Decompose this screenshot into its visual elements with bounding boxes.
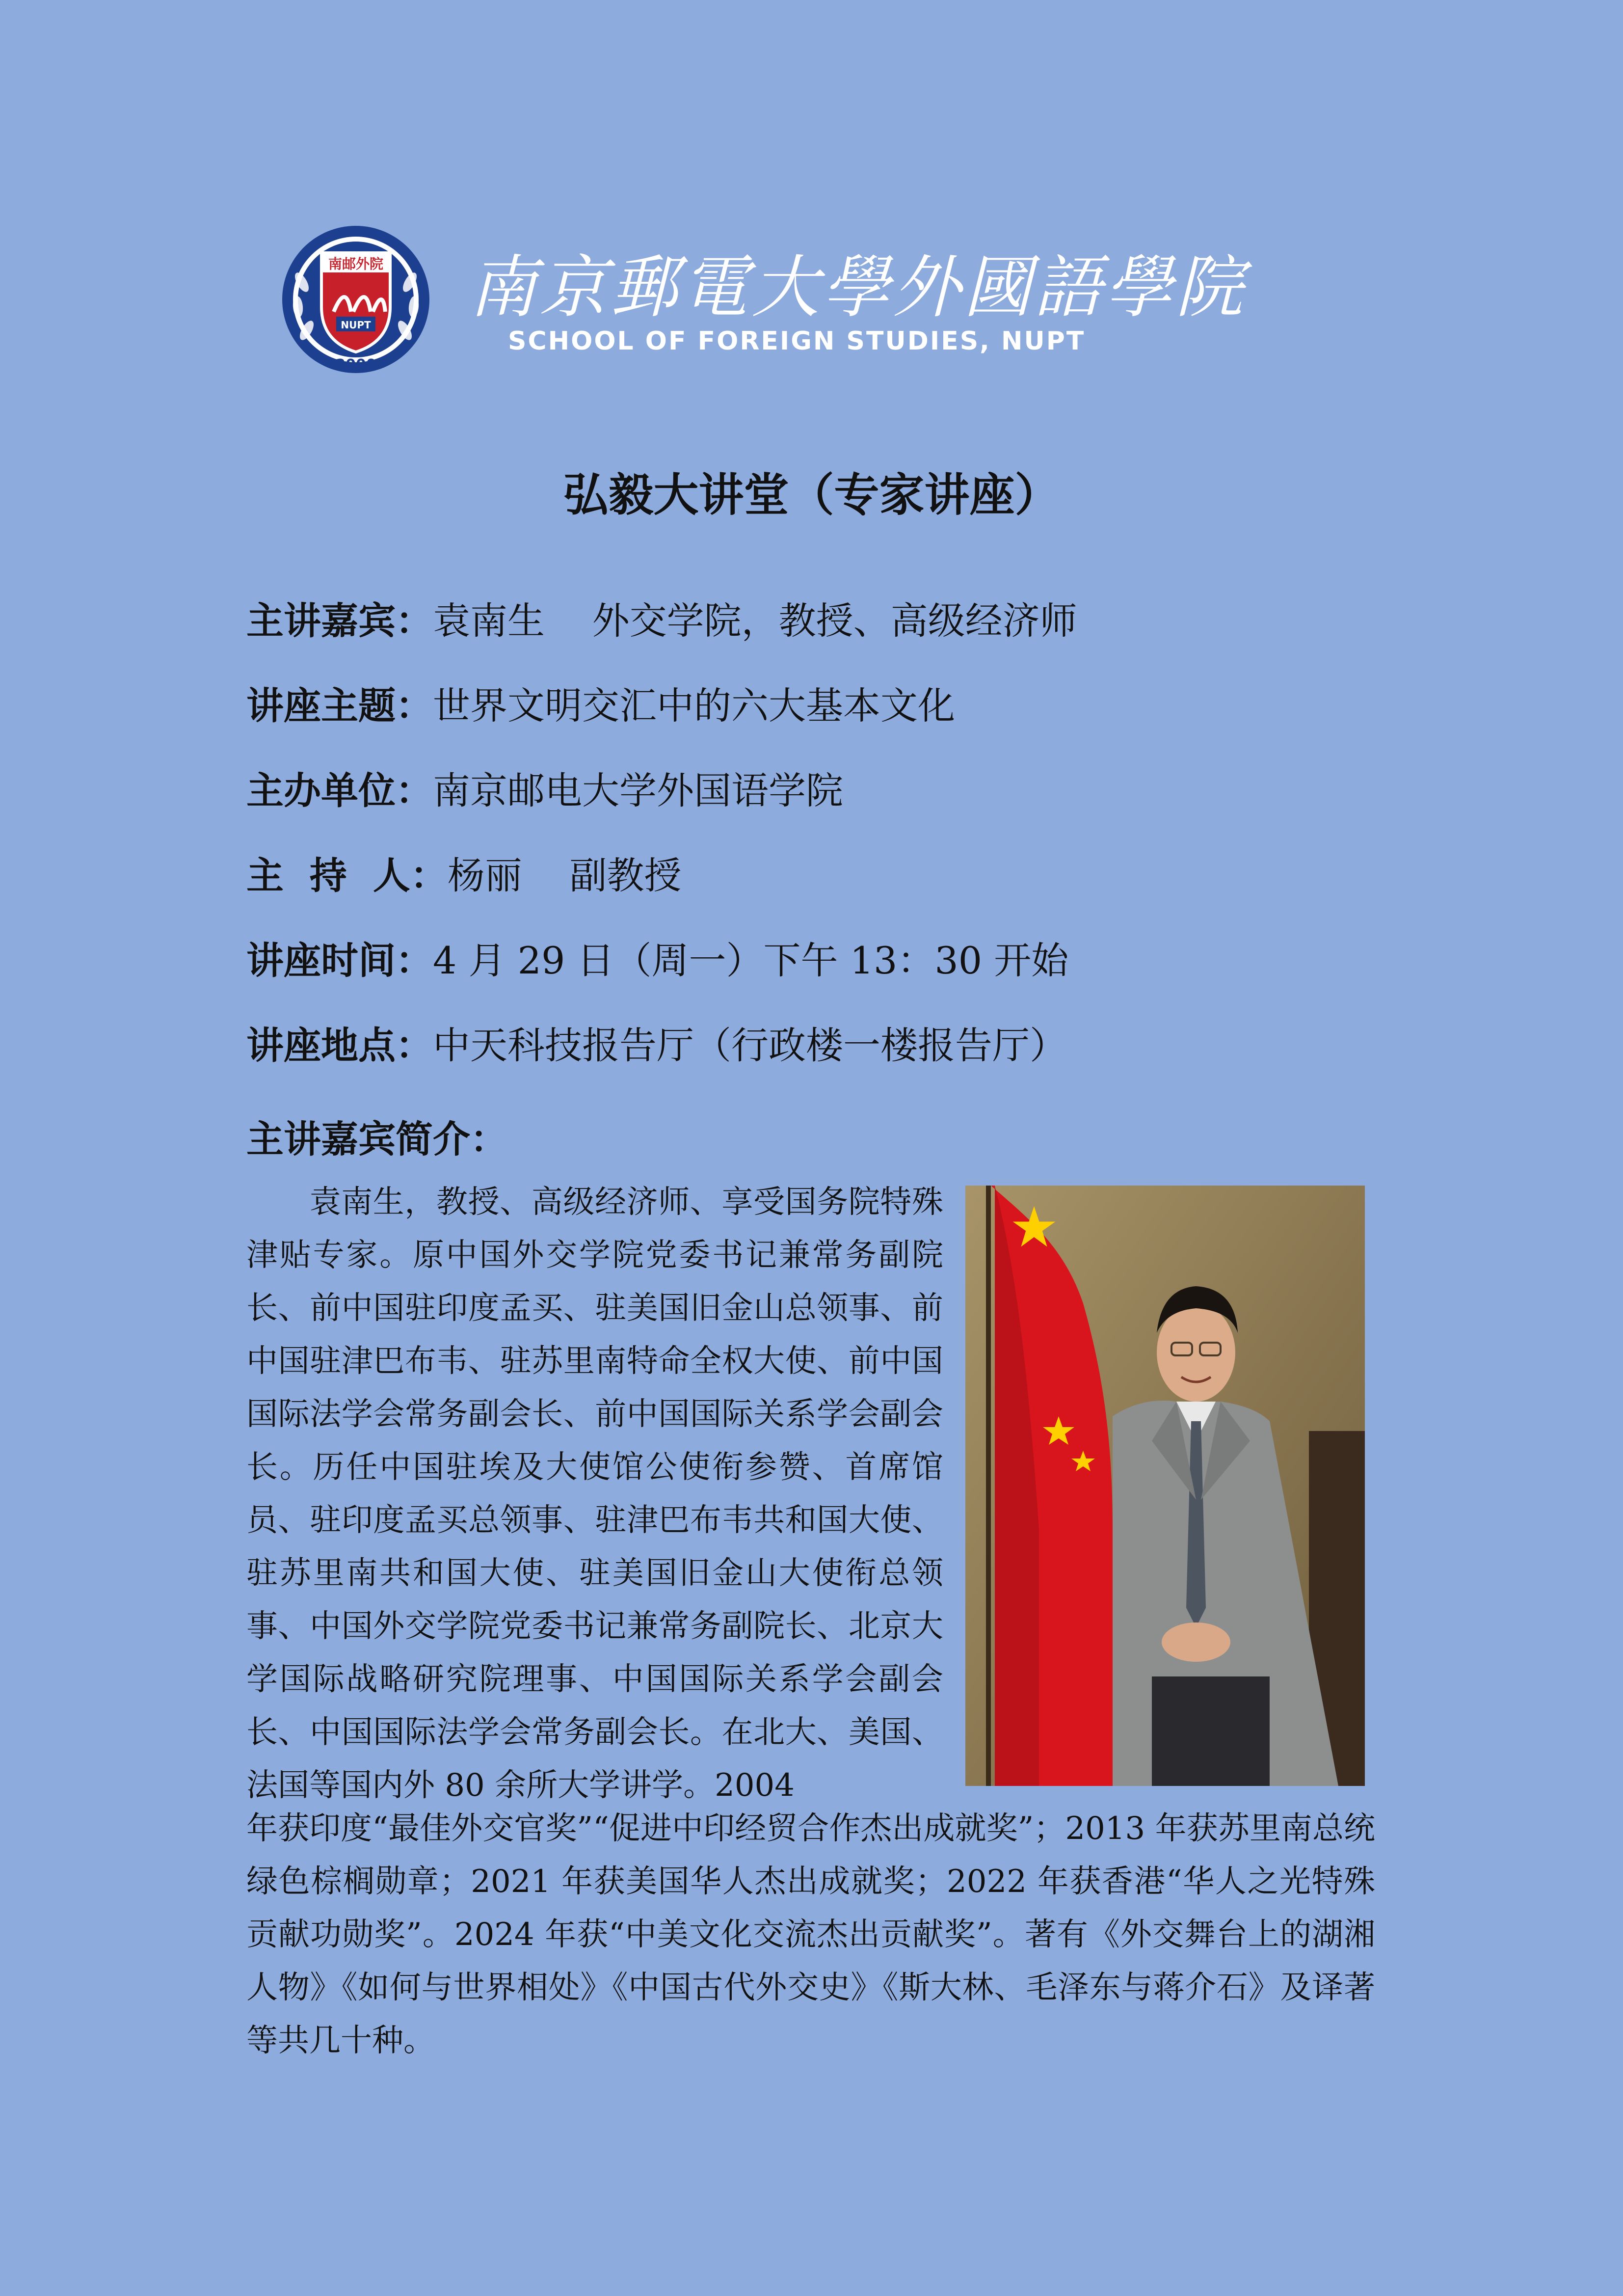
venue-value: 中天科技报告厅（行政楼一楼报告厅） xyxy=(433,1024,1067,1067)
organizer-row xyxy=(246,764,1375,849)
host-value: 杨丽 副教授 xyxy=(447,854,682,897)
host-label: 主 持 人： xyxy=(246,854,448,897)
speaker-value: 袁南生 外交学院，教授、高级经济师 xyxy=(433,599,1077,643)
bio-paragraph-bottom: 年获印度“最佳外交官奖”“促进中印经贸合作杰出成就奖”；2013 年获苏里南总统绿色棕榈勋章；2021 年获美国华人杰出成就奖；2022 年获香港“华人之光特殊贡献功勋奖”。2024 年获“中美文化交流杰出贡献奖”。著有《外交舞台上的湖湘人物》《如何与世界相处》《中国古代外交史》《斯大林、毛泽东与蒋介石》及译著等共几十种。 xyxy=(246,1810,1375,2059)
host-row xyxy=(246,849,1375,934)
emblem-top-text: 南邮外院 xyxy=(328,256,384,272)
topic-row xyxy=(246,679,1375,764)
school-name-english: SCHOOL OF FOREIGN STUDIES, NUPT xyxy=(508,326,1086,356)
school-emblem-icon xyxy=(272,223,439,376)
organizer-value: 南京邮电大学外国语学院 xyxy=(433,769,843,812)
topic-label: 讲座主题： xyxy=(246,684,433,728)
speaker-label: 主讲嘉宾： xyxy=(246,599,433,643)
bio-text-beside-photo: 袁南生，教授、高级经济师、享受国务院特殊津贴专家。原中国外交学院党委书记兼常务副院长、前中国驻印度孟买、驻美国旧金山总领事、前中国驻津巴布韦、驻苏里南特命全权大使、前中国国际法学会常务副会长、前中国国际关系学会副会长。历任中国驻埃及大使馆公使衔参赞、首席馆员、驻印度孟买总领事、驻津巴布韦共和国大使、驻苏里南共和国大使、驻美国旧金山大使衔总领事、中国外交学院党委书记兼常务副院长、北京大学国际战略研究院理事、中国国际关系学会副会长、中国国际法学会常务副会长。在北大、美国、法国等国内外 80 余所大学讲学。2004 xyxy=(246,1184,943,1804)
lecture-info xyxy=(246,594,1375,1104)
speaker-row xyxy=(246,594,1375,679)
time-value: 4 月 29 日（周一）下午 13：30 开始 xyxy=(433,939,1069,982)
bio-heading: 主讲嘉宾简介： xyxy=(246,1117,507,1161)
speaker-photo xyxy=(965,1186,1365,1786)
time-label: 讲座时间： xyxy=(246,939,433,982)
topic-value: 世界文明交汇中的六大基本文化 xyxy=(433,684,955,728)
bio-paragraph-top xyxy=(246,1176,943,1812)
time-row xyxy=(246,934,1375,1019)
header xyxy=(272,223,1247,380)
venue-row xyxy=(246,1019,1375,1104)
school-name-chinese: 南京郵電大學外國語學院 xyxy=(469,248,1247,327)
emblem-year: 2000 xyxy=(335,356,376,374)
speaker-photo-illustration xyxy=(965,1186,1365,1786)
venue-label: 讲座地点： xyxy=(246,1024,433,1067)
emblem-badge-text: NUPT xyxy=(341,319,371,331)
page-title: 弘毅大讲堂（专家讲座） xyxy=(563,469,1060,521)
organizer-label: 主办单位： xyxy=(246,769,433,812)
